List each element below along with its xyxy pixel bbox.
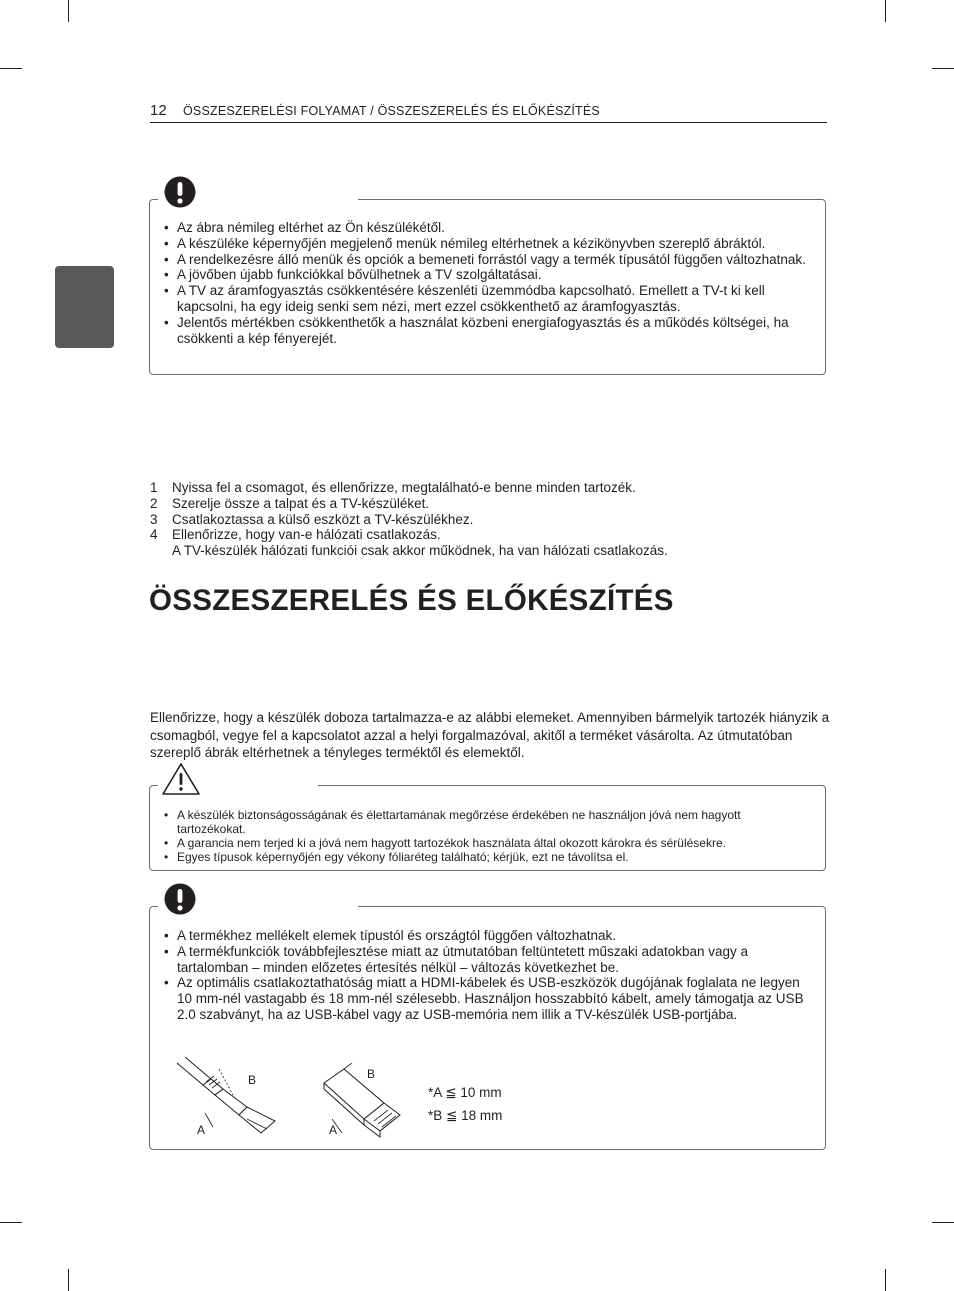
caution-list xyxy=(164,808,809,864)
step-number: 4 xyxy=(150,527,158,543)
hdmi-label-a: A xyxy=(197,1123,206,1137)
crop-mark xyxy=(0,1222,22,1223)
dimension-b: *B ≦ 18 mm xyxy=(428,1108,503,1123)
crop-mark xyxy=(68,1269,69,1291)
list-item: • A készüléke képernyőjén megjelenő menük némileg eltérhetnek a kézikönyvben szereplő ábráktól. xyxy=(164,236,809,252)
step-text: Nyissa fel a csomagot, és ellenőrizze, megtalálható-e benne minden tartozék. xyxy=(172,480,636,495)
page-title: ÖSSZESZERELÉS ÉS ELŐKÉSZÍTÉS xyxy=(149,584,674,617)
intro-paragraph: Ellenőrizze, hogy a készülék doboza tartalmazza-e az alábbi elemeket. Amennyiben bármelyik tartozék hiányzik a csomagból, vegye fel a kapcsolatot azzal a helyi forgalmazóval, akitől a terméket vásárolta. Az útmutatóban szereplő ábrák eltérhetnek a tényleges terméktől és elemektől. xyxy=(150,710,830,760)
crop-mark xyxy=(932,68,954,69)
steps-list xyxy=(150,480,668,559)
crop-mark xyxy=(0,68,22,69)
list-item: • A TV az áramfogyasztás csökkentésére készenléti üzemmódba kapcsolható. Emellett a TV-t ki kell kapcsolni, ha egy ideig senki sem nézi, mert ezzel csökkenthető az áramfogyasztás. xyxy=(164,283,809,315)
step-text: Csatlakoztassa a külső eszközt a TV-készülékhez. xyxy=(172,511,474,527)
list-item: • A termékhez mellékelt elemek típustól és országtól függően változhatnak. xyxy=(164,928,809,944)
exclamation-icon xyxy=(164,883,196,915)
list-item: • A termékfunkciók továbbfejlesztése miatt az útmutatóban feltüntetett műszaki adatokban vagy a tartalomban – minden előzetes értesítés nélkül – változás következhet be. xyxy=(164,944,809,976)
exclamation-icon xyxy=(164,176,196,208)
page-number: 12 xyxy=(150,102,167,119)
step-number: 1 xyxy=(150,480,158,495)
note-list xyxy=(164,220,809,346)
crop-mark xyxy=(885,1269,886,1291)
crop-mark xyxy=(885,0,886,22)
step-text: Szerelje össze a talpat és a TV-készüléket. xyxy=(172,495,430,511)
hdmi-label-b: B xyxy=(248,1073,257,1087)
page-header xyxy=(150,100,827,123)
caution-box xyxy=(149,785,826,871)
step-number: 3 xyxy=(150,511,158,527)
note-list xyxy=(164,928,809,1023)
usb-label-b: B xyxy=(367,1067,376,1081)
step-text: Ellenőrizze, hogy van-e hálózati csatlakozás. xyxy=(172,527,441,543)
list-item: • Az ábra némileg eltérhet az Ön készülékétől. xyxy=(164,220,809,236)
list-item: • A garancia nem terjed ki a jóvá nem hagyott tartozékok használata által okozott károkra és sérülésekre. xyxy=(164,836,809,850)
list-item: • A rendelkezésre álló menük és opciók a bemeneti forrástól vagy a termék típusától függően változhatnak. xyxy=(164,252,809,268)
list-item xyxy=(150,496,668,512)
crop-mark xyxy=(68,0,69,22)
step-subtext: A TV-készülék hálózati funkciói csak akkor működnek, ha van hálózati csatlakozás. xyxy=(172,543,668,559)
running-title: ÖSSZESZERELÉSI FOLYAMAT / ÖSSZESZERELÉS ÉS ELŐKÉSZÍTÉS xyxy=(183,104,600,118)
list-item: • A jövőben újabb funkciókkal bővülhetnek a TV szolgáltatásai. xyxy=(164,267,809,283)
warning-triangle-icon xyxy=(161,762,201,796)
list-item xyxy=(150,527,668,559)
dimension-a: *A ≦ 10 mm xyxy=(428,1085,502,1100)
list-item xyxy=(150,512,668,528)
note-box xyxy=(149,906,826,1150)
usb-label-a: A xyxy=(329,1123,338,1137)
list-item: • Egyes típusok képernyőjén egy vékony fóliaréteg található; kérjük, ezt ne távolítsa el. xyxy=(164,850,809,864)
list-item: • A készülék biztonságosságának és élettartamának megőrzése érdekében ne használjon jóvá nem hagyott tartozékokat. xyxy=(164,808,809,836)
step-number: 2 xyxy=(150,495,158,511)
note-box xyxy=(149,199,826,375)
list-item xyxy=(150,480,668,496)
crop-mark xyxy=(932,1222,954,1223)
list-item: • Jelentős mértékben csökkenthetők a használat közbeni energiafogyasztás és a működés költségei, ha csökkenti a kép fényerejét. xyxy=(164,315,809,347)
language-tab xyxy=(55,266,114,348)
hdmi-plug-illustration xyxy=(175,1055,290,1137)
list-item: • Az optimális csatlakoztathatóság miatt a HDMI-kábelek és USB-eszközök dugójának foglalata ne legyen 10 mm-nél vastagabb és 18 mm-nél szélesebb. Használjon hosszabbító kábelt, amely támogatja az USB 2.0 szabványt, ha az USB-kábel vagy az USB-memória nem illik a TV-készülék USB-portjába. xyxy=(164,975,809,1022)
